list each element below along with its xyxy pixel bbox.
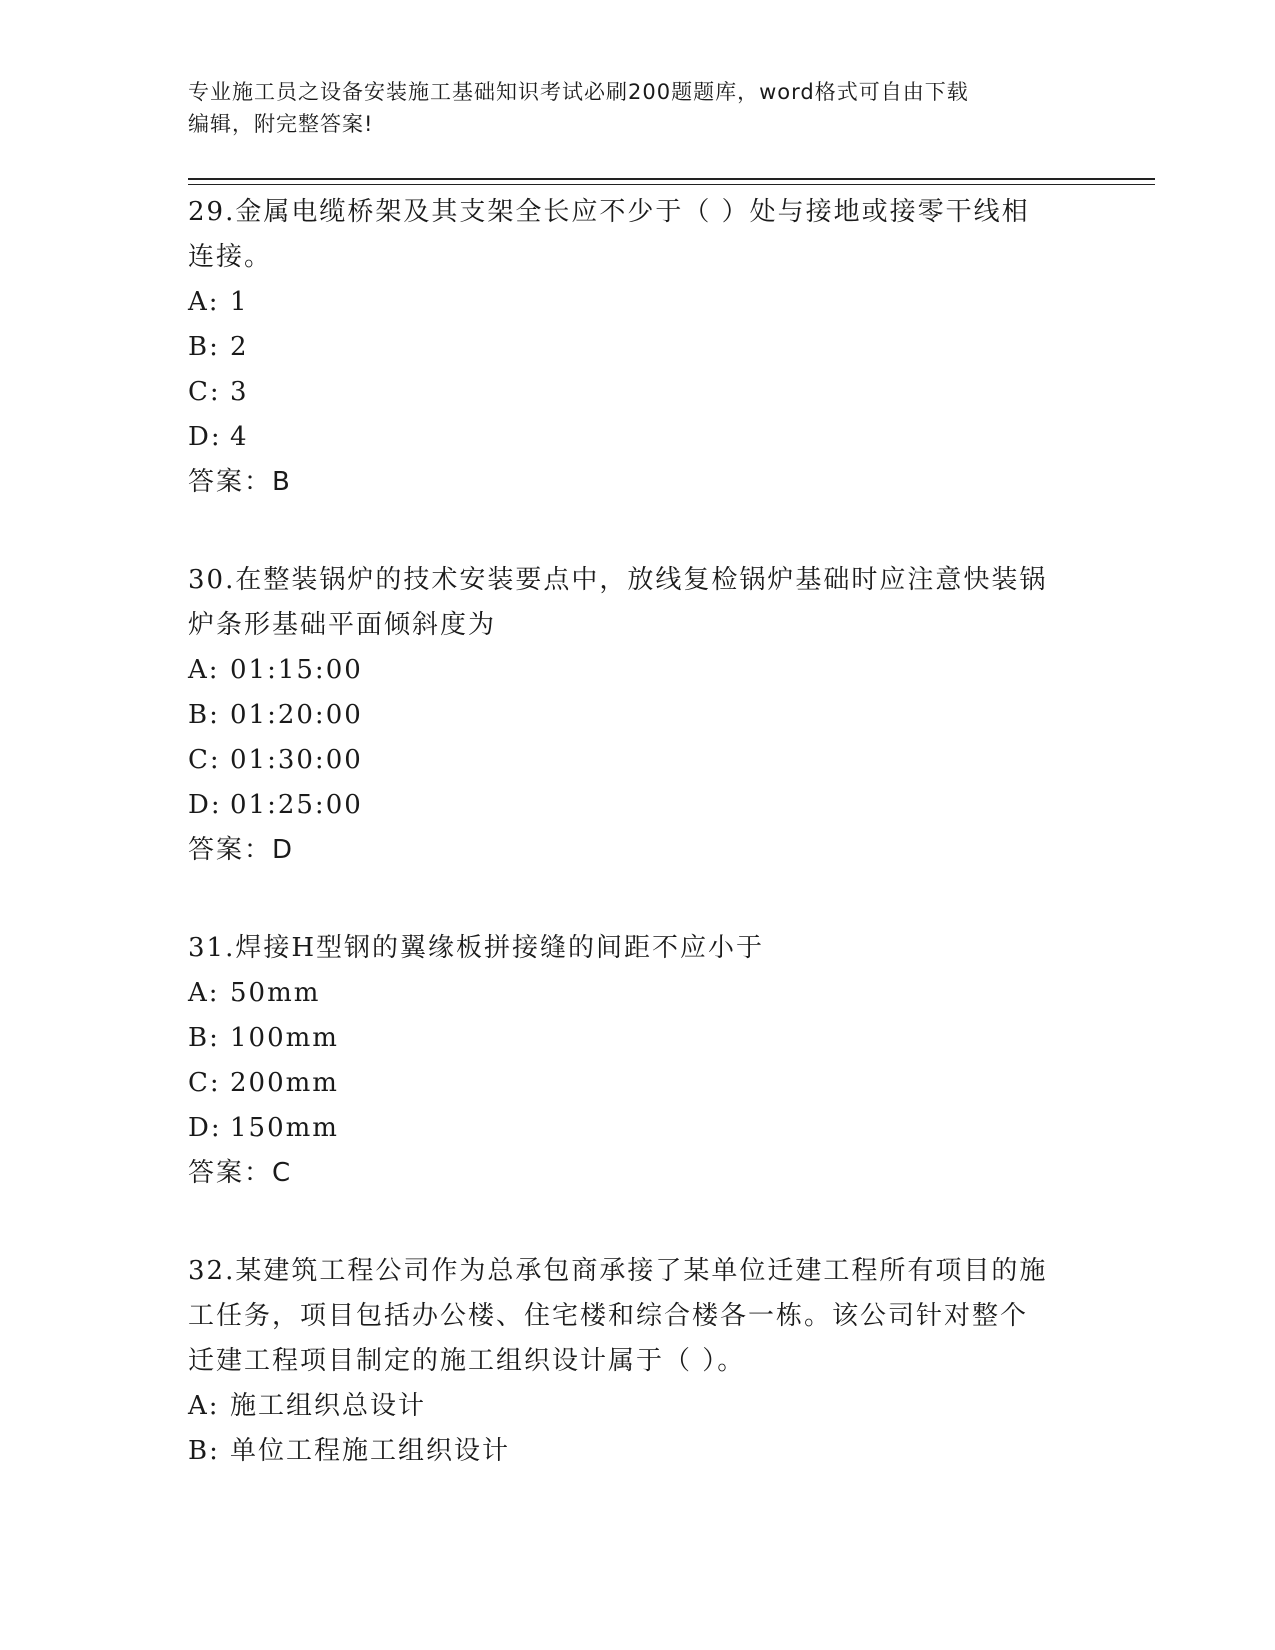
option-d xyxy=(188,1106,1088,1151)
option-text: 施工组织总设计 xyxy=(230,1391,427,1421)
option-a xyxy=(188,280,1088,325)
question-text-line: 连接。 xyxy=(188,242,273,272)
option-c xyxy=(188,370,1088,415)
option-d xyxy=(188,415,1088,460)
question-30 xyxy=(188,558,1088,873)
option-text: 01:20:00 xyxy=(230,700,363,730)
option-b xyxy=(188,1429,1088,1474)
answer-line: 答案：C xyxy=(188,1158,293,1188)
question-text-line: 炉条形基础平面倾斜度为 xyxy=(188,610,497,640)
question-32 xyxy=(188,1249,1088,1474)
option-text: 01:25:00 xyxy=(230,790,363,820)
question-text-line: 迁建工程项目制定的施工组织设计属于（ ）。 xyxy=(188,1346,746,1376)
question-31 xyxy=(188,926,1088,1196)
option-b xyxy=(188,1016,1088,1061)
option-letter: B: xyxy=(188,700,220,730)
option-letter: B: xyxy=(188,1023,220,1053)
option-text: 2 xyxy=(230,332,249,362)
option-text: 01:30:00 xyxy=(230,745,363,775)
question-text-line: 32.某建筑工程公司作为总承包商承接了某单位迁建工程所有项目的施 xyxy=(188,1256,1048,1286)
header-line-1: 专业施工员之设备安装施工基础知识考试必刷200题题库，word格式可自由下载 xyxy=(188,80,969,104)
option-text: 1 xyxy=(230,287,249,317)
option-letter: A: xyxy=(188,978,220,1008)
header-divider-thin xyxy=(188,184,1155,185)
option-letter: A: xyxy=(188,1391,220,1421)
question-text-line: 30.在整装锅炉的技术安装要点中，放线复检锅炉基础时应注意快装锅 xyxy=(188,565,1048,595)
option-letter: B: xyxy=(188,1436,220,1466)
option-letter: D: xyxy=(188,790,222,820)
option-text: 4 xyxy=(230,422,249,452)
option-a xyxy=(188,1384,1088,1429)
option-text: 50mm xyxy=(230,978,321,1008)
question-text-line: 29.金属电缆桥架及其支架全长应不少于（ ）处与接地或接零干线相 xyxy=(188,197,1030,227)
question-29 xyxy=(188,190,1088,505)
option-letter: D: xyxy=(188,422,222,452)
option-letter: D: xyxy=(188,1113,222,1143)
question-text-line: 31.焊接H型钢的翼缘板拼接缝的间距不应小于 xyxy=(188,933,765,963)
header-divider-thick xyxy=(188,178,1155,180)
option-c xyxy=(188,738,1088,783)
document-header xyxy=(188,76,1088,140)
option-letter: A: xyxy=(188,655,220,685)
option-text: 200mm xyxy=(230,1068,339,1098)
option-a xyxy=(188,971,1088,1016)
answer-line: 答案：B xyxy=(188,467,292,497)
option-letter: C: xyxy=(188,745,221,775)
option-text: 01:15:00 xyxy=(230,655,363,685)
option-c xyxy=(188,1061,1088,1106)
option-text: 150mm xyxy=(230,1113,339,1143)
option-a xyxy=(188,648,1088,693)
option-letter: C: xyxy=(188,377,221,407)
question-text-line: 工任务，项目包括办公楼、住宅楼和综合楼各一栋。该公司针对整个 xyxy=(188,1301,1029,1331)
option-text: 100mm xyxy=(230,1023,339,1053)
header-line-2: 编辑，附完整答案! xyxy=(188,112,374,136)
option-letter: C: xyxy=(188,1068,221,1098)
option-letter: A: xyxy=(188,287,220,317)
option-b xyxy=(188,325,1088,370)
option-letter: B: xyxy=(188,332,220,362)
answer-line: 答案：D xyxy=(188,835,295,865)
option-b xyxy=(188,693,1088,738)
option-d xyxy=(188,783,1088,828)
option-text: 3 xyxy=(230,377,249,407)
option-text: 单位工程施工组织设计 xyxy=(230,1436,511,1466)
question-list xyxy=(188,190,1088,1527)
